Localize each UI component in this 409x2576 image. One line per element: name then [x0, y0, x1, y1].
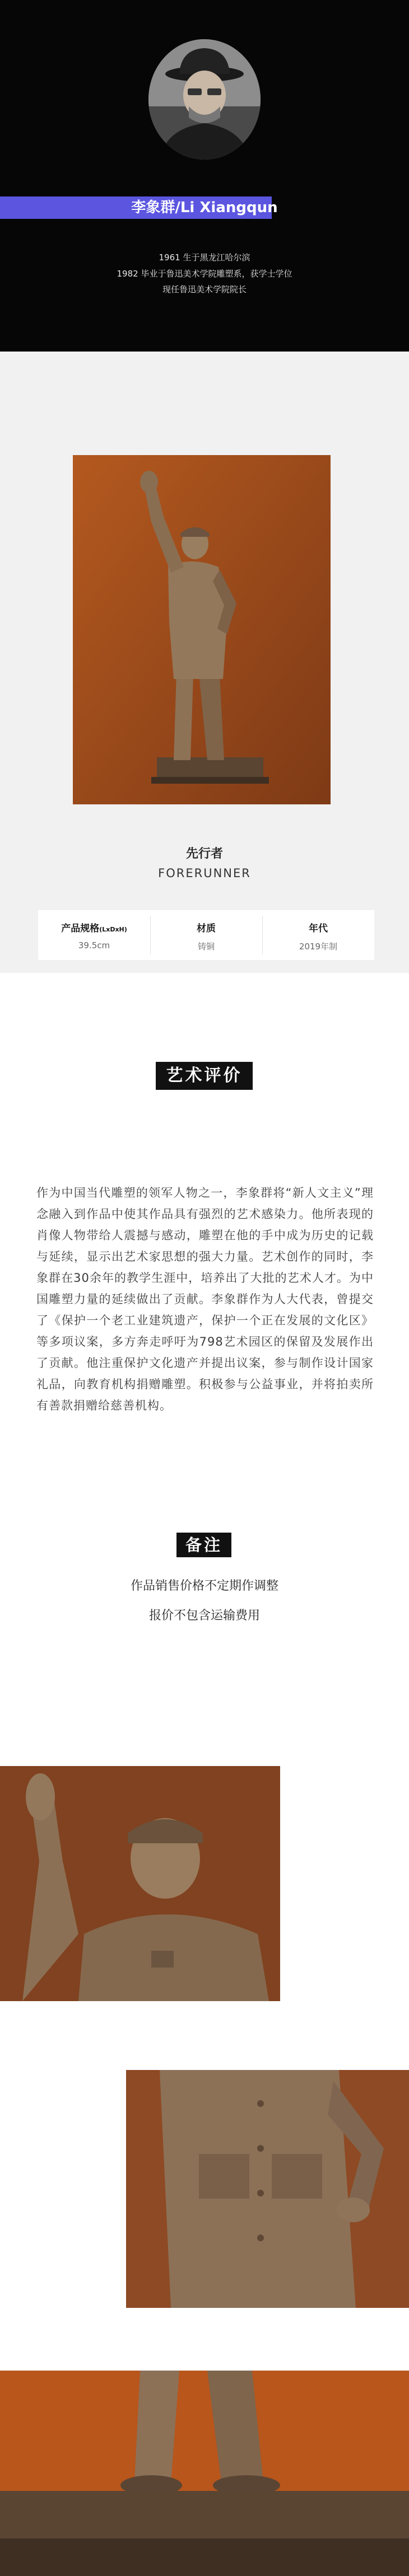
spec-material: [150, 910, 262, 960]
work-title-en: FORERUNNER: [158, 867, 251, 880]
bio-line-education: 1982 毕业于鲁迅美术学院雕塑系，获学士学位: [117, 269, 292, 279]
spec-size-unit: (LxDxH): [99, 926, 127, 933]
detail-photo-middle: [126, 2070, 409, 2308]
spec-material-value: 铸铜: [197, 942, 215, 952]
notes-heading: 备注: [176, 1533, 231, 1557]
spec-year-value: 2019年制: [299, 942, 338, 952]
note-price: 作品销售价格不定期作调整: [130, 1579, 278, 1593]
work-title-cn: 先行者: [185, 847, 223, 861]
spec-size-value: 39.5cm: [78, 940, 110, 950]
bio-line-birth: 1961 生于黑龙江哈尔滨: [159, 252, 250, 263]
review-heading: 艺术评价: [156, 1062, 253, 1090]
spec-table: [38, 910, 374, 960]
spec-year-label: 年代: [309, 923, 328, 934]
note-shipping: 报价不包含运输费用: [148, 1609, 260, 1623]
artist-avatar: [148, 39, 261, 160]
review-body: 作为中国当代雕塑的领军人物之一，李象群将“新人文主义”理念融入到作品中使其作品具有强烈的艺术感染力。他所表现的肖像人物带给人震撼与感动，雕塑在他的手中成为历史的记载与延续，显示出艺术家思想的强大力量。艺术创作的同时，李象群在30余年的教学生涯中，培养出了大批的艺术人才。为中国雕塑力量的延续做出了贡献。李象群作为人大代表，曾提交了《保护一个老工业建筑遗产，保护一个正在发展的文化区》等多项议案，多方奔走呼吁为798艺术园区的保留及发展作出了贡献。他注重保护文化遗产并提出议案，参与制作设计国家礼品，向教育机构捐赠雕塑。积极参与公益事业，并将拍卖所有善款捐赠给慈善机构。: [36, 1186, 374, 1412]
detail-photo-base: [0, 2371, 409, 2576]
sculpture-photo: [73, 455, 331, 804]
artist-name: 李象群/Li Xiangqun: [131, 199, 278, 216]
detail-photo-upper: [0, 1766, 280, 2001]
spec-size-label: 产品规格: [61, 923, 100, 934]
spec-material-label: 材质: [197, 923, 216, 934]
spec-size: [38, 910, 150, 960]
spec-year: [262, 910, 374, 960]
bio-line-position: 现任鲁迅美术学院院长: [162, 284, 247, 294]
